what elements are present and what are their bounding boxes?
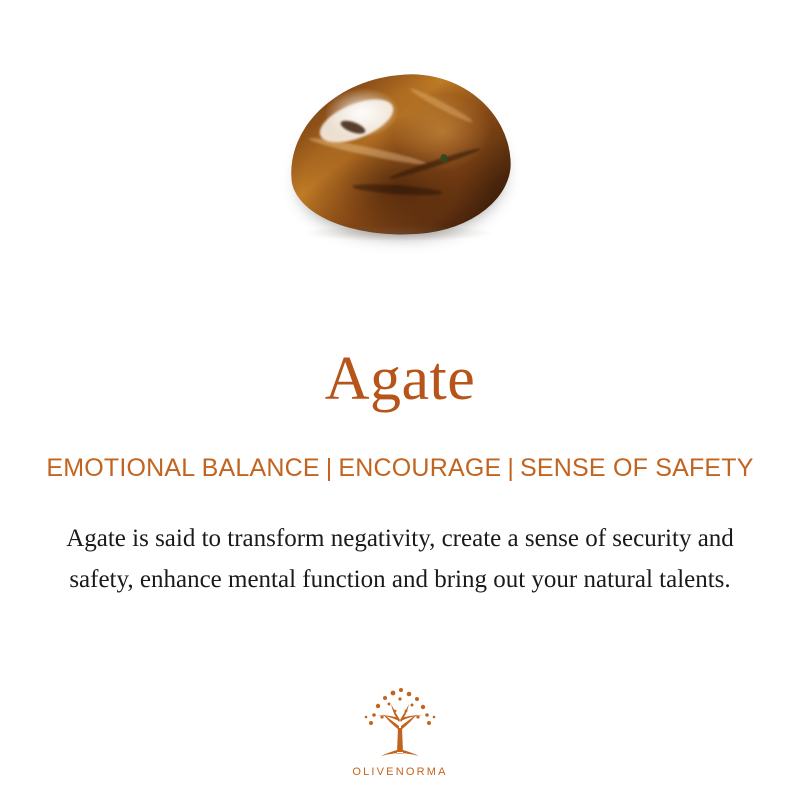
tree-of-life-icon: [354, 684, 446, 764]
stone-vein: [409, 86, 474, 125]
agate-stone-image: [290, 75, 510, 255]
stone-shape: [285, 68, 516, 243]
keyword-separator: |: [325, 454, 333, 482]
stone-image-area: [0, 0, 800, 320]
stone-vein: [388, 146, 481, 181]
page-title: Agate: [324, 345, 476, 413]
stone-vein: [308, 135, 427, 168]
brand-logo: [0, 684, 800, 778]
keyword-separator: |: [507, 454, 515, 482]
description-text: Agate is said to transform negativity, create a sense of security and safety, enhance mental function and bring out your natural talents.: [66, 525, 734, 593]
stone-vein: [352, 182, 442, 197]
keyword-item: EMOTIONAL BALANCE: [46, 454, 320, 482]
brand-name: OLIVENORMA: [352, 766, 448, 778]
stone-shadow: [304, 225, 494, 241]
keyword-list: [46, 454, 753, 483]
keyword-item: SENSE OF SAFETY: [520, 454, 754, 482]
keyword-item: ENCOURAGE: [338, 454, 502, 482]
